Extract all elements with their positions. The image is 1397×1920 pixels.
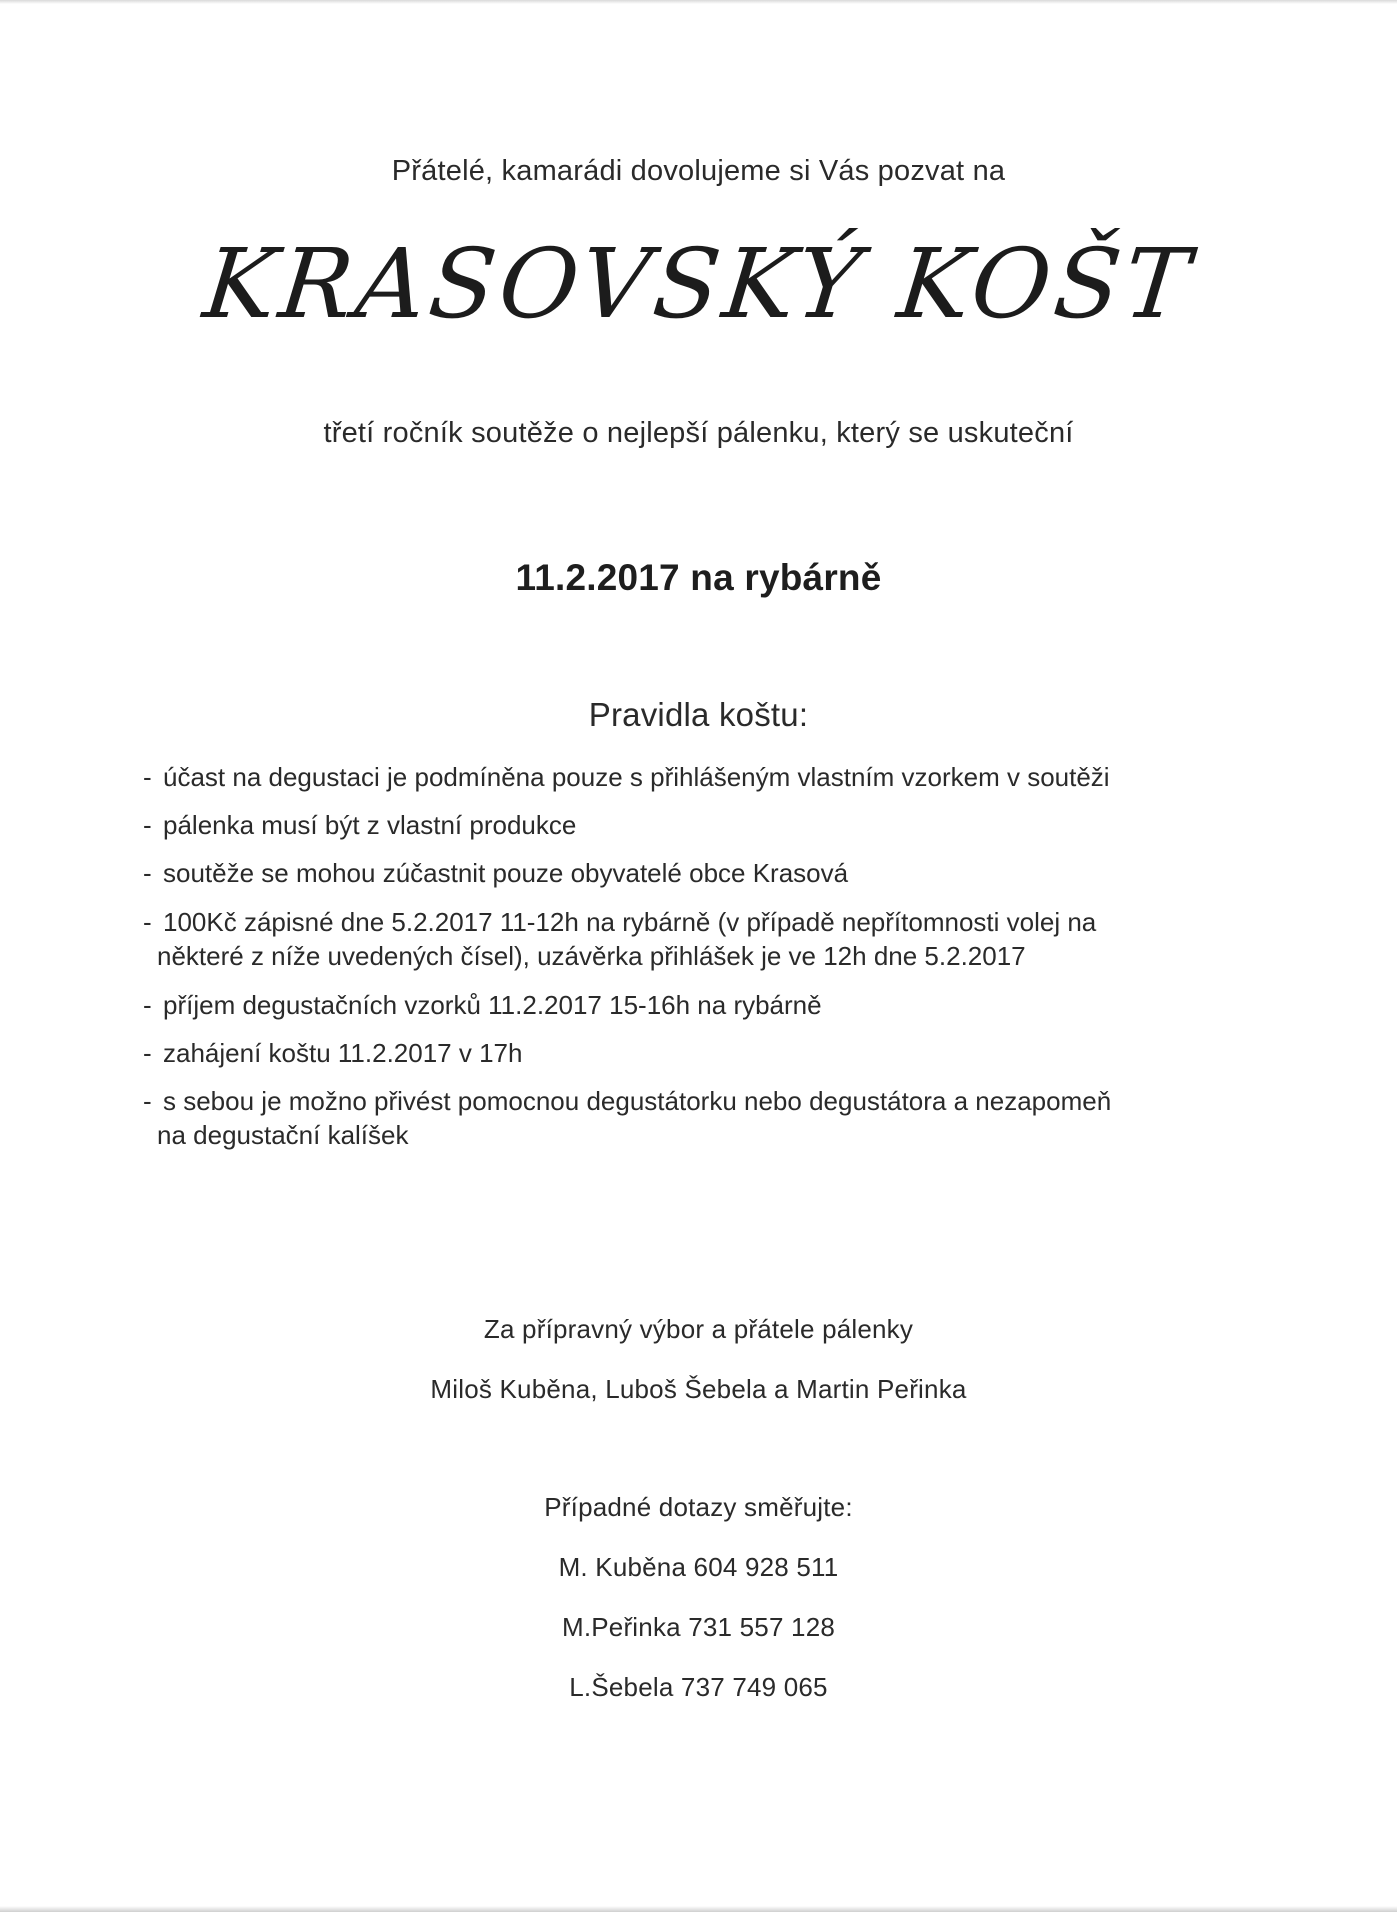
rules-list bbox=[143, 760, 1243, 1150]
rules-heading: Pravidla koštu: bbox=[588, 696, 809, 733]
contacts-heading: Případné dotazy směřujte: bbox=[544, 1492, 853, 1522]
rule-item bbox=[143, 808, 1243, 842]
event-subtitle: třetí ročník soutěže o nejlepší pálenku, který se uskuteční bbox=[323, 417, 1074, 449]
rule-text: pálenka musí být z vlastní produkce bbox=[163, 810, 577, 840]
scan-edge-top bbox=[0, 0, 1397, 4]
signature-names: Miloš Kuběna, Luboš Šebela a Martin Peřinka bbox=[430, 1374, 967, 1404]
rule-item bbox=[143, 905, 1243, 973]
rule-dash: - bbox=[143, 1038, 152, 1068]
rule-dash: - bbox=[143, 990, 152, 1020]
rule-dash: - bbox=[143, 907, 152, 937]
rule-text: 100Kč zápisné dne 5.2.2017 11-12h na rybárně (v případě nepřítomnosti volej na bbox=[163, 907, 1097, 937]
rule-text: s sebou je možno přivést pomocnou degustátorku nebo degustátora a nezapomeň bbox=[163, 1086, 1112, 1116]
event-title: KRASOVSKÝ KOŠT bbox=[198, 228, 1199, 340]
contact-entry: M. Kuběna 604 928 511 bbox=[558, 1552, 839, 1582]
rule-text: účast na degustaci je podmíněna pouze s přihlášeným vlastním vzorkem v soutěži bbox=[163, 762, 1110, 792]
rule-dash: - bbox=[143, 1086, 152, 1116]
rule-text: soutěže se mohou zúčastnit pouze obyvatelé obce Krasová bbox=[163, 858, 849, 888]
rule-dash: - bbox=[143, 810, 152, 840]
rule-dash: - bbox=[143, 858, 152, 888]
rule-text-continuation: některé z níže uvedených čísel), uzávěrka přihlášek je ve 12h dne 5.2.2017 bbox=[157, 941, 1026, 971]
invitation-intro: Přátelé, kamarádi dovolujeme si Vás pozvat na bbox=[391, 155, 1006, 187]
rule-item bbox=[143, 988, 1243, 1022]
contact-entry: M.Peřinka 731 557 128 bbox=[561, 1612, 836, 1642]
rule-text: příjem degustačních vzorků 11.2.2017 15-16h na rybárně bbox=[163, 990, 822, 1020]
event-date-place: 11.2.2017 na rybárně bbox=[515, 557, 882, 598]
rule-item bbox=[143, 1084, 1243, 1152]
rule-dash: - bbox=[143, 762, 152, 792]
contact-entry: L.Šebela 737 749 065 bbox=[569, 1672, 828, 1702]
rule-item bbox=[143, 1036, 1243, 1070]
rule-item bbox=[143, 760, 1243, 794]
scan-edge-bottom bbox=[0, 1906, 1397, 1912]
rule-text: zahájení koštu 11.2.2017 v 17h bbox=[163, 1038, 523, 1068]
rule-text-continuation: na degustační kalíšek bbox=[157, 1120, 409, 1150]
signature-committee: Za přípravný výbor a přátele pálenky bbox=[483, 1314, 914, 1344]
rule-item bbox=[143, 856, 1243, 890]
